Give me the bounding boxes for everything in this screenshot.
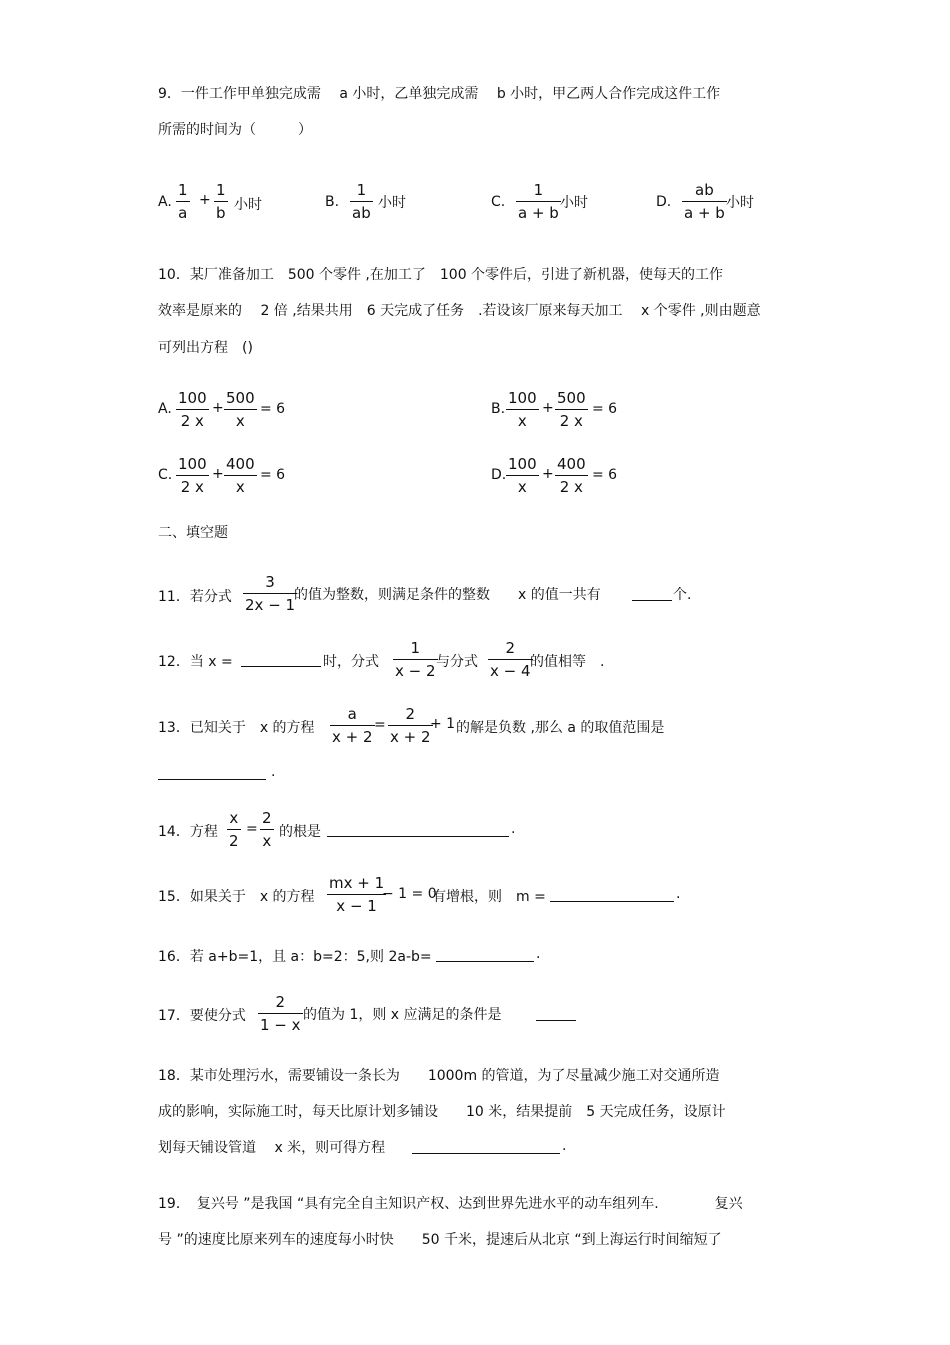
- q14-prefix: 14．方程: [158, 824, 218, 840]
- unit: 小时: [560, 195, 588, 211]
- option-label: C.: [491, 194, 506, 210]
- q18-line1: 18．某市处理污水，需要铺设一条长为 1000m 的管道，为了尽量减少施工对交通所造: [158, 1068, 720, 1084]
- q14-text: 的根是: [279, 824, 321, 840]
- operator: +: [212, 400, 224, 416]
- q18-answer-blank[interactable]: [412, 1139, 560, 1158]
- equation-rhs: = 6: [260, 401, 286, 417]
- option-label: B.: [325, 194, 340, 210]
- q13-end: .: [271, 764, 276, 780]
- q14-fraction-2: 2 x: [262, 809, 272, 850]
- fraction: 500 x: [226, 389, 255, 430]
- operator: +: [212, 466, 224, 482]
- option-label: C.: [158, 467, 173, 483]
- q14-answer-blank[interactable]: [327, 822, 509, 841]
- q15-text: 有增根，则 m =: [432, 889, 546, 905]
- option-label: B.: [491, 401, 506, 417]
- q19-line1: 19． 复兴号 ”是我国 “具有完全自主知识产权、达到世界先进水平的动车组列车. 复兴: [158, 1196, 743, 1212]
- q19-line2: 号 ”的速度比原来列车的速度每小时快 50 千米，提速后从北京 “到上海运行时间缩短了: [158, 1232, 722, 1248]
- q11-answer-blank[interactable]: [632, 586, 672, 605]
- q9-line1: 9．一件工作甲单独完成需 a 小时，乙单独完成需 b 小时，甲乙两人合作完成这件工作: [158, 86, 721, 102]
- q18-end: .: [562, 1138, 567, 1154]
- equation-rhs: = 6: [592, 467, 618, 483]
- q15-prefix: 15．如果关于 x 的方程: [158, 889, 315, 905]
- fraction: 100 2 x: [178, 389, 207, 430]
- unit: 小时: [726, 195, 754, 211]
- q17-fraction: 2 1 − x: [260, 993, 301, 1034]
- q11-text: 的值为整数，则满足条件的整数 x 的值一共有: [294, 587, 601, 603]
- q18-line3: 划每天铺设管道 x 米，则可得方程: [158, 1140, 386, 1156]
- fraction: 1 b: [216, 181, 226, 222]
- fraction: 500 2 x: [557, 389, 586, 430]
- q10-line3: 可列出方程 (): [158, 340, 253, 356]
- q11-prefix: 11．若分式: [158, 589, 232, 605]
- q15-answer-blank[interactable]: [550, 887, 674, 906]
- fraction: 100 x: [508, 389, 537, 430]
- q16-answer-blank[interactable]: [436, 947, 534, 966]
- fraction: ab a + b: [684, 181, 725, 222]
- option-label: D.: [491, 467, 507, 483]
- fraction: 1 a + b: [518, 181, 559, 222]
- fraction: 400 x: [226, 455, 255, 496]
- q14-fraction-1: x 2: [229, 809, 239, 850]
- fraction: 100 x: [508, 455, 537, 496]
- q17-answer-blank[interactable]: [536, 1006, 576, 1025]
- q12-text-2: 与分式: [436, 654, 478, 670]
- q11-fraction: 3 2x − 1: [245, 573, 296, 614]
- q18-line2: 成的影响，实际施工时，每天比原计划多铺设 10 米，结果提前 5 天完成任务，设原计: [158, 1104, 726, 1120]
- q12-prefix: 12．当 x =: [158, 654, 233, 670]
- q10-line1: 10．某厂准备加工 500 个零件 ,在加工了 100 个零件后，引进了新机器，使每天的工作: [158, 267, 724, 283]
- operator: +: [199, 192, 211, 208]
- operator: +: [542, 466, 554, 482]
- q11-end: 个.: [673, 587, 692, 603]
- q13-fraction-1: a x + 2: [332, 705, 373, 746]
- q14-end: .: [511, 821, 516, 837]
- q12-text-1: 时，分式: [323, 654, 379, 670]
- q14-equals: =: [246, 821, 258, 837]
- q13-equals: =: [374, 717, 386, 733]
- option-label: A.: [158, 401, 172, 417]
- option-label: D.: [656, 194, 672, 210]
- q13-fraction-2: 2 x + 2: [390, 705, 431, 746]
- q12-fraction-2: 2 x − 4: [490, 639, 531, 680]
- fraction: 100 2 x: [178, 455, 207, 496]
- q13-answer-blank[interactable]: [158, 765, 266, 784]
- q16-end: .: [536, 946, 541, 962]
- q16-text: 16．若 a+b=1，且 a：b=2：5,则 2a-b=: [158, 949, 432, 965]
- q13-prefix: 13．已知关于 x 的方程: [158, 720, 315, 736]
- q13-text: 的解是负数 ,那么 a 的取值范围是: [456, 720, 665, 736]
- q15-rest: − 1 = 0: [382, 886, 437, 902]
- q12-fraction-1: 1 x − 2: [395, 639, 436, 680]
- q12-end: 的值相等 .: [530, 654, 605, 670]
- q17-text: 的值为 1，则 x 应满足的条件是: [303, 1007, 502, 1023]
- q15-fraction: mx + 1 x − 1: [329, 874, 385, 915]
- section-heading: 二、填空题: [158, 525, 228, 541]
- q9-line2: 所需的时间为（ ）: [158, 122, 312, 138]
- fraction: 1 a: [178, 181, 188, 222]
- q15-end: .: [676, 886, 681, 902]
- fraction: 1 ab: [352, 181, 371, 222]
- unit: 小时: [234, 197, 262, 213]
- option-label: A.: [158, 194, 172, 210]
- equation-rhs: = 6: [592, 401, 618, 417]
- fraction: 400 2 x: [557, 455, 586, 496]
- q10-line2: 效率是原来的 2 倍 ,结果共用 6 天完成了任务 .若设该厂原来每天加工 x 个零件 ,则由题意: [158, 303, 761, 319]
- q12-answer-blank[interactable]: [241, 652, 321, 671]
- unit: 小时: [378, 195, 406, 211]
- q17-prefix: 17．要使分式: [158, 1008, 246, 1024]
- operator: +: [542, 400, 554, 416]
- equation-rhs: = 6: [260, 467, 286, 483]
- q13-plus-one: + 1: [430, 716, 456, 732]
